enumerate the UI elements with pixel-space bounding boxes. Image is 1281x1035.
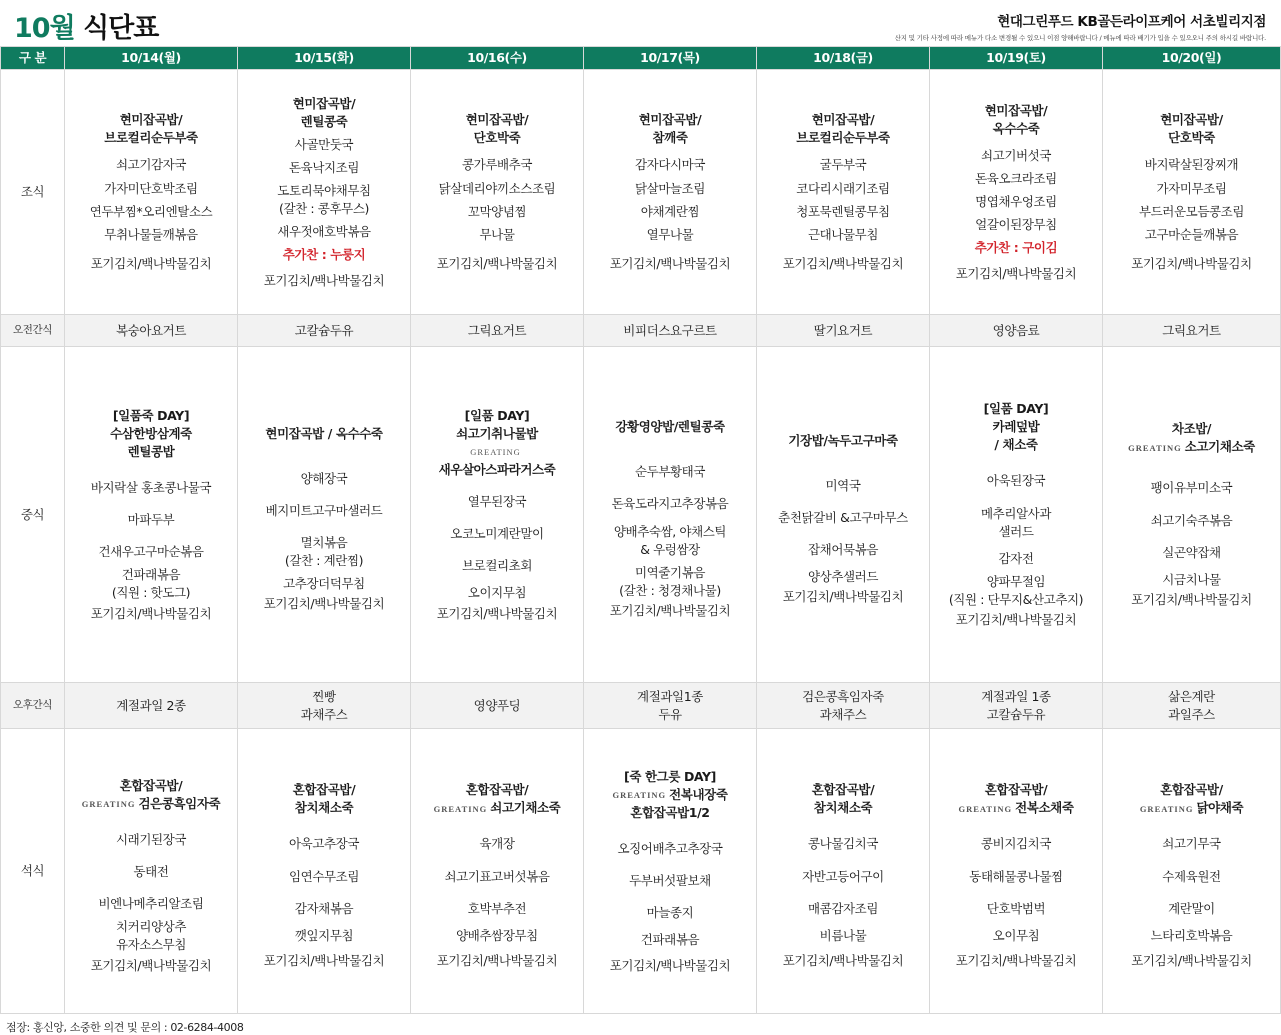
- menu-line: 브로컬리초회: [461, 558, 533, 574]
- menu-line: 매콤감자조림: [807, 900, 879, 916]
- menu-line: 콩비지김치국: [980, 836, 1052, 852]
- menu-line: 돈육오크라조림: [975, 171, 1057, 186]
- menu-line: 순두부황태국: [634, 464, 706, 480]
- menu-line: 마늘종지: [646, 905, 694, 921]
- menu-line: 닭살마늘조림: [634, 180, 706, 196]
- cell-afternoon-snack-tue: [238, 683, 411, 729]
- menu-line-note: (갈찬 : 계란찜): [284, 553, 364, 569]
- table-header-row: [1, 47, 1281, 70]
- menu-line: 오이지무침: [467, 585, 527, 601]
- menu-line: 닭살데리야끼소스조림: [438, 180, 556, 196]
- menu-line-head: 카레덮밥: [992, 419, 1040, 435]
- menu-line: 마파두부: [127, 512, 175, 528]
- menu-line: 쇠고기감자국: [115, 157, 187, 173]
- menu-line: 동태전: [133, 864, 169, 879]
- menu-line: 단호박죽: [473, 130, 521, 146]
- menu-line-kimchi: 포기김치/백나박물김치: [955, 612, 1077, 628]
- menu-line: 근대나물무침: [807, 226, 879, 242]
- menu-line-head: 전복내장죽: [669, 786, 728, 802]
- menu-line-kimchi: 포기김치/백나박물김치: [1131, 255, 1252, 271]
- cell-afternoon-snack-thu: [584, 683, 757, 729]
- menu-line: 감자전: [998, 550, 1034, 566]
- menu-line: 유자소스무침: [115, 937, 187, 953]
- menu-line: 계절과일1종: [637, 688, 703, 704]
- menu-line-kimchi: 포기김치/백나박물김치: [436, 952, 558, 968]
- cell-morning-snack-wed: 그릭요거트: [411, 315, 584, 347]
- menu-line: 쇠고기표고버섯볶음: [444, 868, 550, 884]
- menu-line-kimchi: 포기김치/백나박물김치: [609, 957, 731, 973]
- menu-line: 육개장: [479, 836, 515, 852]
- menu-line: 건파래볶음: [121, 567, 181, 583]
- menu-line-head: 현미잡곡밥 / 옥수수죽: [265, 425, 383, 441]
- menu-line: 검은콩흑임자죽: [802, 688, 884, 704]
- cell-dinner-sun: [1103, 729, 1281, 1014]
- greating-brand-row: [414, 443, 580, 461]
- menu-line: 부드러운모듬콩조림: [1138, 203, 1245, 219]
- menu-line: 느타리호박볶음: [1150, 927, 1233, 943]
- menu-table: [0, 46, 1281, 1014]
- menu-line: 베지미트고구마샐러드: [265, 502, 383, 518]
- cell-breakfast-tue: [238, 70, 411, 315]
- row-label-morning-snack: 오전간식: [1, 315, 65, 347]
- menu-line: 오이무침: [992, 927, 1040, 943]
- cell-afternoon-snack-sat: [930, 683, 1103, 729]
- menu-line: 실곤약잡채: [1162, 544, 1221, 560]
- menu-line: 청포묵렌틸콩무침: [796, 203, 890, 219]
- menu-line: 브로컬리순두부죽: [104, 130, 198, 146]
- menu-line: 도토리묵야채무침: [277, 183, 371, 199]
- menu-line: 가자미단호박조림: [104, 180, 198, 196]
- menu-line: 오징어배추고추장국: [617, 841, 723, 856]
- menu-line-head: 혼합잡곡밥/: [119, 777, 183, 793]
- cell-morning-snack-tue: 고칼슘두유: [238, 315, 411, 347]
- menu-line: 쇠고기숙주볶음: [1150, 512, 1233, 528]
- menu-line-kimchi: 포기김치/백나박물김치: [955, 952, 1077, 968]
- menu-line: 과일주스: [1168, 706, 1215, 722]
- header-day-sun: 10/20(일): [1103, 47, 1281, 70]
- cell-lunch-mon: [65, 347, 238, 683]
- cell-lunch-sat: [930, 347, 1103, 683]
- menu-line: 무취나물들깨볶음: [104, 226, 198, 242]
- header-day-tue: 10/15(화): [238, 47, 411, 70]
- menu-line-kimchi: 포기김치/백나박물김치: [1131, 952, 1252, 968]
- brand-line: 현대그린푸드 KB골든라이프케어 서초빌리지점: [997, 14, 1266, 30]
- menu-line: 현미잡곡밥/: [1160, 112, 1223, 128]
- menu-line-head: 혼합잡곡밥/: [292, 782, 356, 798]
- menu-line: 굴두부국: [819, 157, 867, 173]
- greating-brand-row: [68, 795, 234, 813]
- menu-line: 비엔나메추리알조림: [98, 896, 204, 912]
- menu-line: 콩가루배추국: [461, 157, 533, 173]
- menu-line-head: 참치채소죽: [813, 800, 873, 816]
- cell-dinner-mon: [65, 729, 238, 1014]
- menu-line: 열무된장국: [467, 494, 527, 510]
- menu-line: 쇠고기버섯국: [980, 147, 1052, 163]
- row-afternoon-snack: [1, 683, 1281, 729]
- footer-contact: 점장: 홍신앙, 소중한 의견 및 문의 : 02-6284-4008: [6, 1021, 244, 1035]
- menu-line: 꼬막양념찜: [467, 203, 527, 219]
- cell-breakfast-thu: [584, 70, 757, 315]
- menu-line: 감자채볶음: [294, 900, 354, 916]
- greating-logo: GREATING: [958, 803, 1013, 814]
- menu-line-extra: 추가찬 : 누룽지: [282, 247, 366, 263]
- menu-line-head: 새우살아스파라거스죽: [438, 461, 556, 477]
- menu-line: 찐빵: [312, 688, 336, 704]
- menu-line: 샐러드: [998, 523, 1034, 539]
- menu-line-head: [일품 DAY]: [983, 401, 1049, 416]
- menu-line: 양파무절임: [986, 573, 1046, 589]
- menu-line: 옥수수죽: [992, 120, 1040, 136]
- menu-line: 브로컬리순두부죽: [796, 130, 890, 146]
- menu-line: 고구마순들깨볶음: [1144, 226, 1239, 242]
- menu-line: 치커리양상추: [115, 919, 187, 935]
- menu-line: 현미잡곡밥/: [984, 102, 1048, 118]
- row-label-lunch: 중식: [1, 347, 65, 683]
- row-label-afternoon-snack: 오후간식: [1, 683, 65, 729]
- row-dinner: [1, 729, 1281, 1014]
- menu-line: 오코노미계란말이: [450, 526, 544, 542]
- menu-line: 고추장더덕무침: [283, 576, 365, 592]
- menu-line: 고칼슘두유: [986, 706, 1046, 722]
- header-label: 구 분: [1, 47, 65, 70]
- menu-line-kimchi: 포기김치/백나박물김치: [782, 952, 904, 968]
- menu-line: 가자미무조림: [1156, 180, 1227, 196]
- title-word: 식단표: [83, 13, 159, 44]
- menu-line: 잡채어묵볶음: [807, 542, 879, 558]
- menu-line: 단호박죽: [1168, 130, 1215, 146]
- menu-line: 현미잡곡밥/: [465, 112, 529, 128]
- menu-line: 영양푸딩: [473, 697, 521, 713]
- header-right: [895, 10, 1266, 42]
- cell-dinner-wed: [411, 729, 584, 1014]
- menu-line-note: (갈찬 : 콩후무스): [279, 201, 369, 217]
- menu-line-head: 혼합잡곡밥/: [465, 782, 529, 798]
- menu-line-kimchi: 포기김치/백나박물김치: [1131, 591, 1252, 607]
- menu-line: 두유: [658, 706, 682, 722]
- menu-line-kimchi: 포기김치/백나박물김치: [782, 589, 904, 605]
- menu-line: 사골만둣국: [294, 136, 354, 152]
- menu-line: 시금치나물: [1162, 571, 1221, 587]
- cell-morning-snack-sat: 영양음료: [930, 315, 1103, 347]
- menu-line: 아욱고추장국: [288, 836, 360, 852]
- menu-line-head: 소고기채소죽: [1184, 439, 1255, 455]
- row-label-dinner: 석식: [1, 729, 65, 1014]
- menu-line: 단호박범벅: [986, 900, 1046, 916]
- cell-lunch-sun: [1103, 347, 1281, 683]
- header-day-fri: 10/18(금): [757, 47, 930, 70]
- greating-brand-row: [1106, 799, 1277, 817]
- menu-line: 열무나물: [646, 226, 694, 242]
- menu-line-head: 혼합잡곡밥1/2: [630, 804, 710, 820]
- menu-line: 과채주스: [300, 706, 348, 722]
- menu-line: 렌틸콩죽: [300, 113, 348, 129]
- menu-line-head: 쇠고기취나물밥: [456, 425, 538, 441]
- menu-line-head: 참치채소죽: [294, 800, 354, 816]
- cell-breakfast-sun: [1103, 70, 1281, 315]
- menu-line: 콩나물김치국: [807, 836, 879, 852]
- header-day-wed: 10/16(수): [411, 47, 584, 70]
- menu-line: 춘천닭갈비 &고구마무스: [778, 510, 908, 525]
- menu-line: 계란말이: [1168, 900, 1215, 916]
- menu-line: 현미잡곡밥/: [119, 112, 183, 128]
- menu-line: 시래기된장국: [115, 831, 187, 847]
- menu-line-kimchi: 포기김치/백나박물김치: [263, 272, 385, 288]
- menu-line: 현미잡곡밥/: [638, 112, 702, 128]
- menu-line: 동태해물콩나물찜: [969, 868, 1063, 884]
- greating-logo: GREATING: [1139, 803, 1194, 814]
- cell-breakfast-wed: [411, 70, 584, 315]
- menu-line: 바지락살된장찌개: [1144, 157, 1239, 173]
- greating-brand-row: [933, 799, 1099, 817]
- menu-line: 양배추숙쌈, 야채스틱: [613, 523, 727, 539]
- header-day-mon: 10/14(월): [65, 47, 238, 70]
- menu-line-kimchi: 포기김치/백나박물김치: [263, 952, 385, 968]
- menu-line: 계절과일 2종: [116, 697, 186, 713]
- cell-morning-snack-sun: 그릭요거트: [1103, 315, 1281, 347]
- menu-line: 건파래볶음: [640, 932, 700, 948]
- cell-lunch-thu: [584, 347, 757, 683]
- greating-logo: GREATING: [433, 803, 488, 814]
- menu-line: 호박부추전: [467, 900, 527, 916]
- menu-line: 임연수무조림: [288, 868, 360, 884]
- menu-line: 쇠고기무국: [1162, 836, 1221, 852]
- row-lunch: [1, 347, 1281, 683]
- menu-line-kimchi: 포기김치/백나박물김치: [90, 605, 212, 621]
- menu-line: 미역국: [825, 477, 861, 493]
- cell-morning-snack-fri: 딸기요거트: [757, 315, 930, 347]
- page-title: [14, 15, 158, 42]
- greating-brand-row: [1106, 438, 1277, 456]
- cell-lunch-wed: [411, 347, 584, 683]
- menu-line: 비름나물: [819, 927, 867, 943]
- menu-line: 수제육원전: [1162, 868, 1221, 884]
- menu-line: 현미잡곡밥/: [811, 112, 875, 128]
- menu-line-kimchi: 포기김치/백나박물김치: [90, 957, 212, 973]
- menu-line-head: 차조밥/: [1171, 421, 1212, 437]
- cell-afternoon-snack-mon: [65, 683, 238, 729]
- menu-line-head: 혼합잡곡밥/: [811, 782, 875, 798]
- menu-line: 연두부찜*오리엔탈소스: [89, 203, 213, 219]
- greating-brand-row: [587, 786, 753, 804]
- cell-afternoon-snack-wed: [411, 683, 584, 729]
- menu-line-head: [죽 한그릇 DAY]: [624, 768, 716, 784]
- menu-line-head: 수삼한방삼계죽: [110, 425, 192, 441]
- menu-line-head: 쇠고기채소죽: [490, 800, 561, 816]
- menu-line: 계절과일 1종: [981, 688, 1051, 704]
- menu-line: 돈육도라지고추장볶음: [611, 496, 729, 512]
- menu-line: 양상추샐러드: [807, 569, 879, 585]
- notice-text: 산지 및 기타 사정에 따라 메뉴가 다소 변경될 수 있으니 이점 양해바랍니다 / 메뉴에 따라 배기가 입을 수 있으오니 주의 하시길 바랍니다.: [894, 34, 1266, 42]
- menu-line: 멸치볶음: [300, 535, 348, 551]
- menu-line: 자반고등어구이: [802, 868, 884, 884]
- menu-line-kimchi: 포기김치/백나박물김치: [90, 255, 212, 271]
- menu-line-kimchi: 포기김치/백나박물김치: [782, 255, 904, 271]
- menu-line: 감자다시마국: [634, 157, 706, 173]
- menu-line-head: [일품 DAY]: [464, 407, 530, 423]
- cell-dinner-fri: [757, 729, 930, 1014]
- greating-logo: GREATING: [470, 447, 521, 458]
- menu-line-extra: 추가찬 : 구이김: [974, 240, 1058, 256]
- menu-line: 과채주스: [819, 706, 867, 722]
- menu-line: 건새우고구마순볶음: [98, 544, 204, 560]
- menu-line-head: 렌틸콩밥: [127, 443, 175, 459]
- menu-line: 새우젓애호박볶음: [277, 224, 371, 240]
- row-breakfast: [1, 70, 1281, 315]
- menu-line: 깻잎지무침: [294, 927, 354, 943]
- menu-line: 돈육낙지조림: [288, 159, 360, 175]
- menu-line-head: 기장밥/녹두고구마죽: [788, 432, 898, 448]
- header-day-thu: 10/17(목): [584, 47, 757, 70]
- menu-line: 두부버섯팔보채: [629, 873, 711, 889]
- menu-line-head: / 채소죽: [994, 437, 1038, 453]
- cell-dinner-sat: [930, 729, 1103, 1014]
- cell-lunch-fri: [757, 347, 930, 683]
- menu-line: 양배추쌈장무침: [456, 927, 538, 943]
- menu-line: 메추리알사과: [980, 505, 1052, 521]
- menu-line-kimchi: 포기김치/백나박물김치: [609, 603, 731, 618]
- row-morning-snack: [1, 315, 1281, 347]
- greating-logo: GREATING: [1128, 442, 1182, 453]
- row-label-breakfast: 조식: [1, 70, 65, 315]
- greating-logo: GREATING: [81, 799, 136, 810]
- menu-line-head: 혼합잡곡밥/: [1160, 782, 1223, 798]
- menu-line-note: (직원 : 핫도그): [111, 585, 191, 601]
- menu-line: 바지락살 홍초콩나물국: [90, 479, 212, 495]
- menu-line-head: 전복소채죽: [1015, 800, 1074, 816]
- menu-line-note: (갈찬 : 청경채나물): [619, 582, 721, 598]
- menu-line-kimchi: 포기김치/백나박물김치: [955, 265, 1077, 281]
- menu-line-note: (직원 : 단무지&산고추지): [948, 592, 1084, 607]
- menu-line-head: 혼합잡곡밥/: [984, 782, 1048, 798]
- cell-breakfast-fri: [757, 70, 930, 315]
- menu-line: 아욱된장국: [986, 473, 1046, 489]
- cell-afternoon-snack-sun: [1103, 683, 1281, 729]
- cell-morning-snack-thu: 비피더스요구르트: [584, 315, 757, 347]
- menu-line: 야채계란찜: [640, 203, 700, 219]
- menu-line: 무나물: [479, 226, 515, 242]
- menu-line-kimchi: 포기김치/백나박물김치: [609, 255, 731, 271]
- cell-lunch-tue: [238, 347, 411, 683]
- menu-line: 참깨죽: [652, 130, 688, 146]
- menu-line: 명엽채우엉조림: [975, 194, 1057, 210]
- menu-line-kimchi: 포기김치/백나박물김치: [263, 596, 385, 612]
- cell-dinner-tue: [238, 729, 411, 1014]
- cell-breakfast-sat: [930, 70, 1103, 315]
- menu-line: 얼갈이된장무침: [975, 217, 1057, 233]
- menu-line-head: 강황영양밥/렌틸콩죽: [615, 419, 725, 435]
- menu-line: 미역줄기볶음: [634, 564, 706, 580]
- title-month: 10월: [14, 13, 75, 44]
- menu-line: 현미잡곡밥/: [292, 95, 356, 111]
- menu-line-kimchi: 포기김치/백나박물김치: [436, 605, 558, 621]
- greating-logo: GREATING: [612, 790, 667, 801]
- menu-line: 코다리시래기조림: [796, 180, 890, 196]
- cell-breakfast-mon: [65, 70, 238, 315]
- cell-dinner-thu: [584, 729, 757, 1014]
- menu-line: 양해장국: [300, 470, 348, 486]
- menu-line-note: & 우렁쌈장: [640, 541, 700, 557]
- menu-line: 팽이유부미소국: [1150, 480, 1233, 496]
- header-day-sat: 10/19(토): [930, 47, 1103, 70]
- menu-line-head: [일품죽 DAY]: [112, 407, 190, 423]
- menu-line-head: 닭야채죽: [1196, 800, 1244, 816]
- menu-line: 삶은계란: [1168, 688, 1215, 704]
- menu-line-kimchi: 포기김치/백나박물김치: [436, 255, 558, 271]
- cell-morning-snack-mon: 복숭아요거트: [65, 315, 238, 347]
- cell-afternoon-snack-fri: [757, 683, 930, 729]
- greating-brand-row: [414, 799, 580, 817]
- page-header: [0, 0, 1280, 46]
- menu-line-head: 검은콩흑임자죽: [138, 795, 221, 811]
